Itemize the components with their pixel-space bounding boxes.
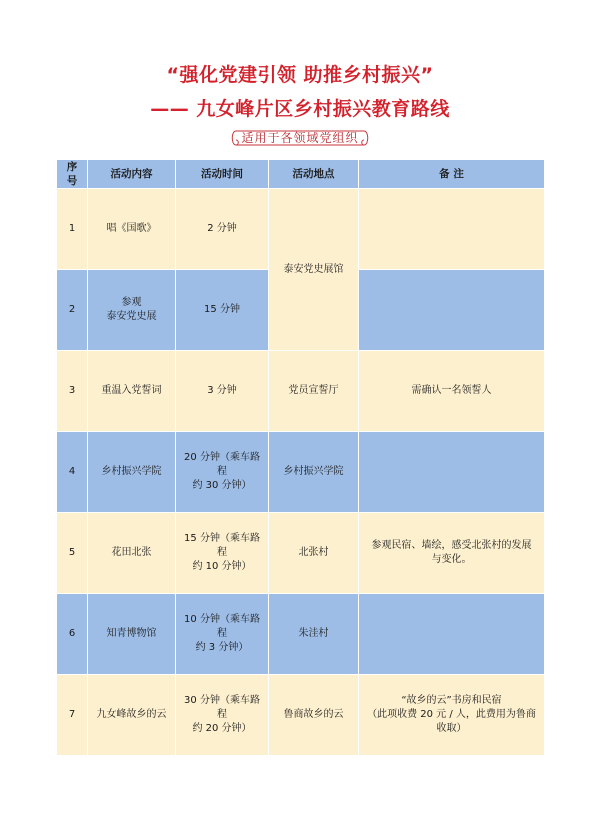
location-cell: 鲁商故乡的云 xyxy=(269,675,359,756)
time-cell: 20 分钟（乘车路程 约 30 分钟） xyxy=(176,432,269,513)
location-cell: 泰安党史展馆 xyxy=(269,189,359,351)
note-cell: 需确认一名领誓人 xyxy=(359,351,545,432)
row-number: 1 xyxy=(57,189,88,270)
row-number: 5 xyxy=(57,513,88,594)
location-cell: 乡村振兴学院 xyxy=(269,432,359,513)
location-cell: 党员宣誓厅 xyxy=(269,351,359,432)
activity-cell: 参观 泰安党史展 xyxy=(88,270,176,351)
activity-cell: 唱《国歌》 xyxy=(88,189,176,270)
note-cell xyxy=(359,432,545,513)
time-cell: 10 分钟（乘车路程 约 3 分钟） xyxy=(176,594,269,675)
location-cell: 朱洼村 xyxy=(269,594,359,675)
table-row xyxy=(57,351,545,432)
note-cell xyxy=(359,594,545,675)
itinerary-table xyxy=(56,159,545,756)
note-cell: “故乡的云”书房和民宿 （此项收费 20 元 / 人，此费用为鲁商 收取） xyxy=(359,675,545,756)
row-number: 7 xyxy=(57,675,88,756)
table-row xyxy=(57,432,545,513)
subtitle-banner xyxy=(230,128,370,148)
time-cell: 30 分钟（乘车路程 约 20 分钟） xyxy=(176,675,269,756)
subtitle-text: 适用于各领域党组织 xyxy=(241,131,359,145)
note-cell xyxy=(359,270,545,351)
activity-cell: 重温入党誓词 xyxy=(88,351,176,432)
note-cell: 参观民宿、墙绘，感受北张村的发展 与变化。 xyxy=(359,513,545,594)
note-cell xyxy=(359,189,545,270)
page-title-line1: “强化党建引领 助推乡村振兴” xyxy=(166,64,434,86)
column-header-location: 活动地点 xyxy=(269,160,359,189)
activity-cell: 九女峰故乡的云 xyxy=(88,675,176,756)
column-header-time: 活动时间 xyxy=(176,160,269,189)
activity-cell: 知青博物馆 xyxy=(88,594,176,675)
time-cell: 2 分钟 xyxy=(176,189,269,270)
row-number: 3 xyxy=(57,351,88,432)
row-number: 2 xyxy=(57,270,88,351)
table-row xyxy=(57,594,545,675)
time-cell: 3 分钟 xyxy=(176,351,269,432)
row-number: 4 xyxy=(57,432,88,513)
activity-cell: 花田北张 xyxy=(88,513,176,594)
location-cell: 北张村 xyxy=(269,513,359,594)
time-cell: 15 分钟（乘车路程 约 10 分钟） xyxy=(176,513,269,594)
column-header-number: 序号 xyxy=(57,160,88,189)
page-title-line2: —— 九女峰片区乡村振兴教育路线 xyxy=(150,98,450,120)
table-row xyxy=(57,513,545,594)
table-row xyxy=(57,675,545,756)
row-number: 6 xyxy=(57,594,88,675)
activity-cell: 乡村振兴学院 xyxy=(88,432,176,513)
column-header-note: 备 注 xyxy=(359,160,545,189)
time-cell: 15 分钟 xyxy=(176,270,269,351)
column-header-activity: 活动内容 xyxy=(88,160,176,189)
table-header-row xyxy=(57,160,545,189)
table-row xyxy=(57,189,545,270)
